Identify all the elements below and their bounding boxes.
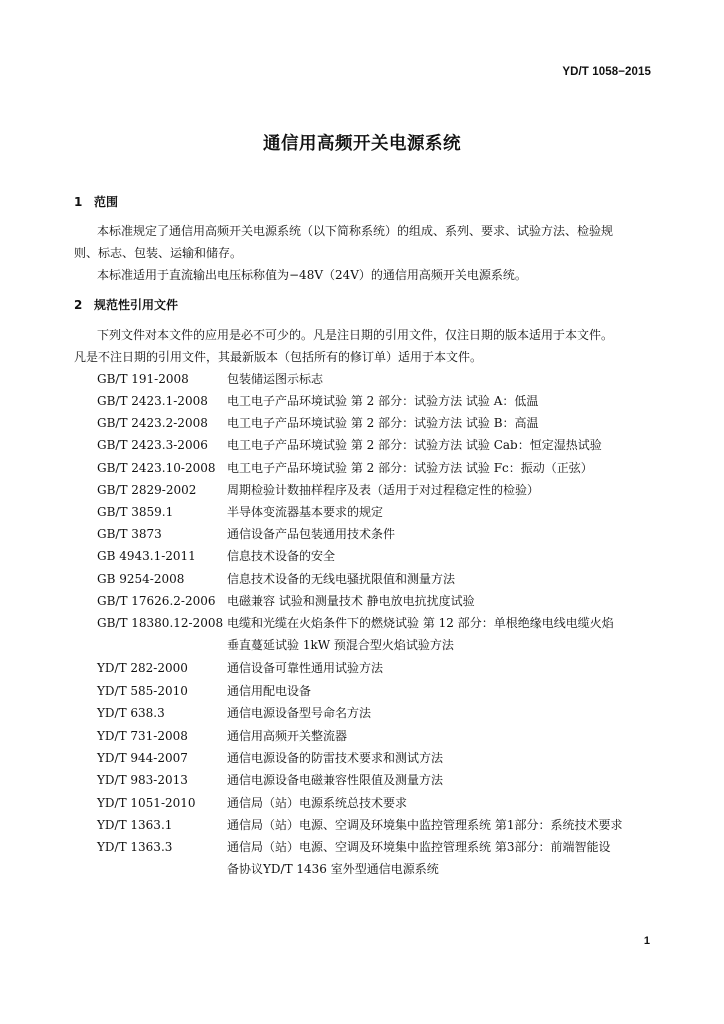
reference-code: YD/T 1051-2010	[97, 796, 196, 810]
reference-title: 通信局（站）电源系统总技术要求	[227, 796, 408, 810]
reference-title: 通信电源设备电磁兼容性限值及测量方法	[227, 773, 444, 787]
section-1-para-2: 本标准适用于直流输出电压标称值为−48V（24V）的通信用高频开关电源系统。	[97, 268, 527, 282]
reference-code: GB/T 3859.1	[97, 505, 174, 519]
reference-code: GB 9254-2008	[97, 572, 185, 586]
reference-code: YD/T 282-2000	[97, 661, 188, 675]
reference-title: 电工电子产品环境试验 第 2 部分：试验方法 试验 Fc：振动（正弦）	[227, 461, 593, 475]
reference-title: 周期检验计数抽样程序及表（适用于对过程稳定性的检验）	[227, 483, 540, 497]
reference-code: YD/T 585-2010	[97, 684, 188, 698]
reference-code: YD/T 638.3	[97, 706, 165, 720]
reference-code: GB/T 18380.12-2008	[97, 616, 224, 630]
reference-title: 信息技术设备的无线电骚扰限值和测量方法	[227, 572, 456, 586]
page-number: 1	[643, 935, 650, 947]
document-title: 通信用高频开关电源系统	[263, 134, 461, 154]
reference-code: GB/T 191-2008	[97, 372, 189, 386]
reference-code: GB/T 17626.2-2006	[97, 594, 216, 608]
section-2-intro-line-1: 下列文件对本文件的应用是必不可少的。凡是注日期的引用文件，仅注日期的版本适用于本文件。	[97, 328, 614, 342]
reference-code: GB 4943.1-2011	[97, 549, 196, 563]
reference-code: YD/T 983-2013	[97, 773, 188, 787]
reference-code: GB/T 2423.3-2006	[97, 438, 208, 452]
reference-title: 电缆和光缆在火焰条件下的燃烧试验 第 12 部分：单根绝缘电线电缆火焰	[227, 616, 614, 630]
reference-code: GB/T 2423.2-2008	[97, 416, 208, 430]
reference-code: YD/T 1363.1	[97, 818, 173, 832]
reference-title: 通信局（站）电源、空调及环境集中监控管理系统 第3部分：前端智能设	[227, 840, 611, 854]
reference-code: GB/T 2423.1-2008	[97, 394, 208, 408]
reference-code: GB/T 2423.10-2008	[97, 461, 216, 475]
reference-code: YD/T 1363.3	[97, 840, 173, 854]
document-code: YD/T 1058−2015	[562, 66, 651, 78]
reference-code: YD/T 731-2008	[97, 729, 188, 743]
reference-title-continuation: 垂直蔓延试验 1kW 预混合型火焰试验方法	[227, 638, 454, 652]
reference-title: 电磁兼容 试验和测量技术 静电放电抗扰度试验	[227, 594, 475, 608]
section-1-heading	[74, 193, 118, 210]
reference-title: 通信电源设备型号命名方法	[227, 706, 372, 720]
reference-title: 通信用高频开关整流器	[227, 729, 348, 743]
reference-title: 通信局（站）电源、空调及环境集中监控管理系统 第1部分：系统技术要求	[227, 818, 623, 832]
reference-title: 半导体变流器基本要求的规定	[227, 505, 384, 519]
reference-code: GB/T 2829-2002	[97, 483, 197, 497]
section-1-para-1-line-1: 本标准规定了通信用高频开关电源系统（以下简称系统）的组成、系列、要求、试验方法、检验规	[97, 224, 614, 238]
reference-title: 通信电源设备的防雷技术要求和测试方法	[227, 751, 444, 765]
section-2-number: 2	[74, 298, 83, 312]
reference-title: 信息技术设备的安全	[227, 549, 336, 563]
section-1-para-1-line-2: 则、标志、包装、运输和储存。	[74, 246, 243, 260]
reference-title: 通信设备产品包装通用技术条件	[227, 527, 396, 541]
reference-title: 电工电子产品环境试验 第 2 部分：试验方法 试验 A：低温	[227, 394, 539, 408]
section-2-title: 规范性引用文件	[94, 298, 179, 312]
reference-title: 包装储运图示标志	[227, 372, 324, 386]
reference-code: GB/T 3873	[97, 527, 162, 541]
reference-title: 电工电子产品环境试验 第 2 部分：试验方法 试验 B：高温	[227, 416, 539, 430]
section-1-number: 1	[74, 195, 83, 209]
reference-title: 通信设备可靠性通用试验方法	[227, 661, 384, 675]
reference-title: 通信用配电设备	[227, 684, 312, 698]
reference-title: 电工电子产品环境试验 第 2 部分：试验方法 试验 Cab：恒定湿热试验	[227, 438, 602, 452]
section-1-title: 范围	[94, 195, 119, 209]
section-2-heading	[74, 296, 178, 313]
section-2-intro-line-2: 凡是不注日期的引用文件，其最新版本（包括所有的修订单）适用于本文件。	[74, 350, 483, 364]
reference-code: YD/T 944-2007	[97, 751, 188, 765]
reference-title-continuation: 备协议YD/T 1436 室外型通信电源系统	[227, 862, 439, 876]
